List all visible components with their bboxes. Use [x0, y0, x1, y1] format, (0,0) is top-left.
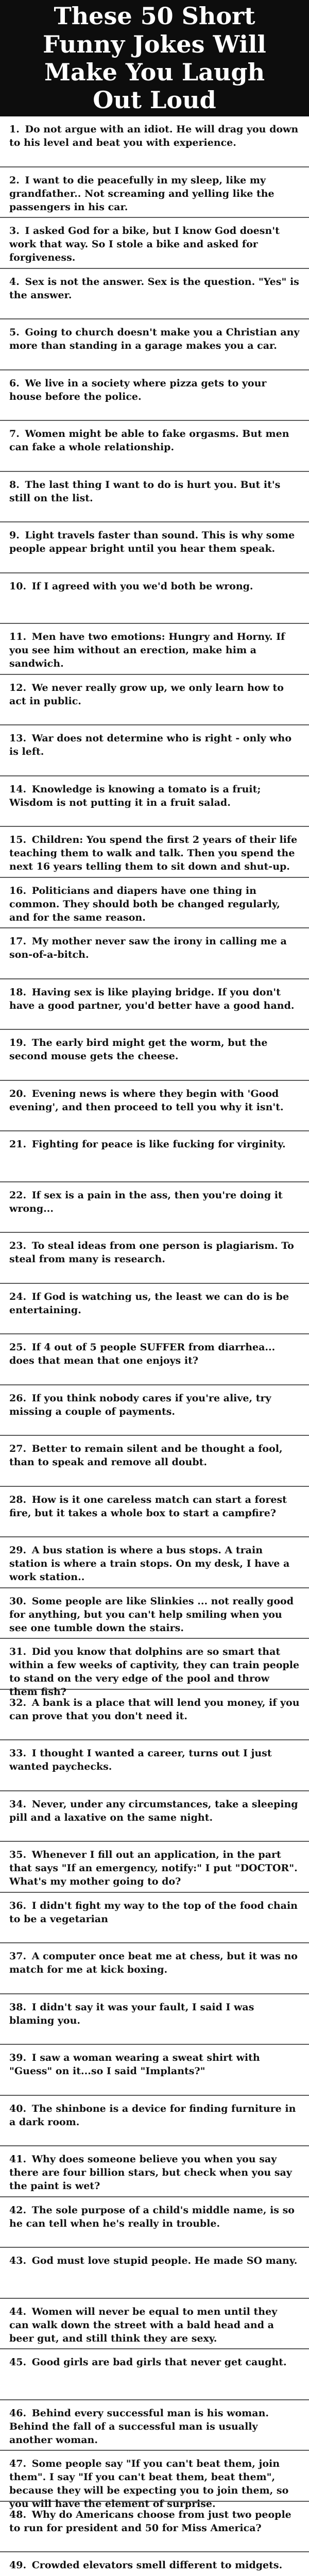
- joke-text: Fighting for peace is like fucking for virginity.: [31, 1139, 286, 1150]
- joke-text: I asked God for a bike, but I know God doesn't work that way. So I stole a bike and asked for forgiveness.: [9, 225, 280, 263]
- joke-text: War does not determine who is right - only who is left.: [9, 733, 292, 757]
- joke-text: A bus station is where a bus stops. A train station is where a train stops. On my desk, I have a work station..: [9, 1545, 290, 1583]
- joke-text: Never, under any circumstances, take a sleeping pill and a laxative on the same night.: [9, 1798, 298, 1823]
- joke-text: Going to church doesn't make you a Christian any more than standing in a garage makes you a car.: [9, 327, 300, 351]
- joke-text: Some people are like Slinkies ... not really good for anything, but you can't help smiling when you see one tumble down the stairs.: [9, 1595, 294, 1634]
- joke-text: Whenever I fill out an application, in the part that says "If an emergency, notify:" I put "DOCTOR". What's my mother going to do?: [9, 1849, 298, 1887]
- joke-number: 36.: [9, 1900, 27, 1911]
- joke-number: 3.: [9, 225, 20, 236]
- joke-item: [0, 1994, 309, 2045]
- joke-number: 7.: [9, 428, 20, 439]
- header-banner: [0, 0, 309, 116]
- joke-text: If I agreed with you we'd both be wrong.: [31, 580, 253, 592]
- joke-number: 29.: [9, 1545, 27, 1556]
- joke-number: 22.: [9, 1189, 27, 1201]
- joke-text: Sex is not the answer. Sex is the question. "Yes" is the answer.: [9, 276, 299, 301]
- joke-item: [0, 878, 309, 929]
- joke-number: 45.: [9, 2357, 27, 2368]
- joke-number: 38.: [9, 2001, 27, 2013]
- joke-item: [0, 421, 309, 472]
- joke-number: 46.: [9, 2407, 27, 2419]
- joke-item: [0, 573, 309, 624]
- joke-text: Children: You spend the first 2 years of their life teaching them to walk and talk. Then you spend the next 16 years telling them to sit down and shut-up.: [9, 834, 298, 872]
- joke-item: [0, 2146, 309, 2197]
- joke-text: Why does someone believe you when you say there are four billion stars, but check when you say the paint is wet?: [9, 2154, 292, 2192]
- joke-number: 32.: [9, 1697, 27, 1708]
- joke-text: Behind every successful man is his woman. Behind the fall of a successful man is usually another woman.: [9, 2407, 269, 2446]
- joke-text: Better to remain silent and be thought a fool, than to speak and remove all doubt.: [9, 1443, 283, 1468]
- joke-text: Evening news is where they begin with 'Good evening', and then proceed to tell you why it isn't.: [9, 1088, 284, 1113]
- joke-number: 15.: [9, 834, 27, 845]
- joke-text: The shinbone is a device for finding furniture in a dark room.: [9, 2103, 296, 2128]
- joke-item: [0, 2299, 309, 2350]
- joke-text: Politicians and diapers have one thing in common. They should both be changed regularly, and for the same reason.: [9, 885, 280, 923]
- joke-number: 26.: [9, 1392, 27, 1404]
- joke-item: [0, 2248, 309, 2299]
- joke-item: [0, 1334, 309, 1385]
- joke-text: Do not argue with an idiot. He will drag you down to his level and beat you with experience.: [9, 124, 299, 148]
- joke-number: 40.: [9, 2103, 27, 2114]
- joke-item: [0, 1639, 309, 1698]
- joke-item: [0, 1842, 309, 1893]
- joke-text: Did you know that dolphins are so smart that within a few weeks of captivity, they can train people to stand on the very edge of the pool and throw them fish?: [9, 1646, 300, 1698]
- joke-number: 27.: [9, 1443, 27, 1454]
- joke-number: 13.: [9, 733, 27, 744]
- joke-number: 33.: [9, 1748, 27, 1759]
- joke-text: Crowded elevators smell different to midgets.: [31, 2560, 283, 2571]
- joke-number: 44.: [9, 2306, 27, 2317]
- joke-item: [0, 675, 309, 726]
- joke-text: If sex is a pain in the ass, then you're doing it wrong...: [9, 1189, 283, 1214]
- joke-item: [0, 2400, 309, 2451]
- joke-text: Light travels faster than sound. This is why some people appear bright until you hear them speak.: [9, 530, 295, 554]
- joke-number: 5.: [9, 327, 20, 338]
- joke-number: 34.: [9, 1798, 27, 1810]
- joke-number: 48.: [9, 2509, 27, 2520]
- joke-number: 24.: [9, 1291, 27, 1302]
- joke-text: Knowledge is knowing a tomato is a fruit; Wisdom is not putting it in a fruit salad.: [9, 783, 261, 808]
- joke-item: [0, 1740, 309, 1791]
- joke-number: 12.: [9, 682, 27, 693]
- joke-item: [0, 1436, 309, 1487]
- joke-text: If you think nobody cares if you're alive, try missing a couple of payments.: [9, 1392, 271, 1417]
- joke-number: 11.: [9, 631, 27, 642]
- joke-number: 41.: [9, 2154, 27, 2165]
- joke-number: 31.: [9, 1646, 27, 1657]
- joke-number: 49.: [9, 2560, 27, 2571]
- joke-number: 39.: [9, 2052, 27, 2063]
- joke-number: 19.: [9, 1037, 27, 1048]
- joke-number: 43.: [9, 2255, 27, 2266]
- joke-text: If God is watching us, the least we can do is be entertaining.: [9, 1291, 289, 1316]
- joke-item: [0, 1081, 309, 1132]
- joke-number: 1.: [9, 124, 20, 135]
- joke-item: [0, 2552, 309, 2576]
- joke-item: [0, 1893, 309, 1944]
- joke-number: 8.: [9, 479, 20, 490]
- joke-item: [0, 2045, 309, 2096]
- joke-item: [0, 2197, 309, 2248]
- joke-item: [0, 827, 309, 878]
- joke-number: 42.: [9, 2204, 27, 2216]
- joke-text: The early bird might get the worm, but the second mouse gets the cheese.: [9, 1037, 268, 1062]
- joke-text: Why do Americans choose from just two people to run for president and 50 for Miss America?: [9, 2509, 291, 2534]
- joke-number: 16.: [9, 885, 27, 896]
- joke-text: We live in a society where pizza gets to your house before the police.: [9, 377, 267, 402]
- joke-text: My mother never saw the irony in calling me a son-of-a-bitch.: [9, 936, 287, 960]
- joke-number: 17.: [9, 936, 27, 947]
- joke-text: We never really grow up, we only learn how to act in public.: [9, 682, 284, 707]
- joke-number: 23.: [9, 1240, 27, 1251]
- joke-text: Some people say "If you can't beat them, join them". I say "If you can't beat them, beat them", because they will be expecting you to join them, so you will have the element of surprise.: [9, 2458, 289, 2510]
- joke-text: God must love stupid people. He made SO many.: [31, 2255, 298, 2266]
- joke-text: I want to die peacefully in my sleep, like my grandfather.. Not screaming and yelling like the passengers in his car.: [9, 174, 274, 213]
- joke-item: [0, 1690, 309, 1741]
- joke-text: If 4 out of 5 people SUFFER from diarrhea... does that mean that one enjoys it?: [9, 1342, 276, 1366]
- joke-item: [0, 1233, 309, 1284]
- joke-item: [0, 319, 309, 370]
- joke-item: [0, 624, 309, 675]
- joke-item: [0, 725, 309, 776]
- joke-item: [0, 1131, 309, 1182]
- joke-number: 6.: [9, 377, 20, 389]
- joke-item: [0, 2096, 309, 2147]
- joke-number: 21.: [9, 1139, 27, 1150]
- joke-item: [0, 370, 309, 421]
- joke-item: [0, 1537, 309, 1588]
- joke-list: [0, 116, 309, 2576]
- joke-text: The sole purpose of a child's middle name, is so he can tell when he's really in trouble.: [9, 2204, 295, 2229]
- joke-text: I didn't say it was your fault, I said I was blaming you.: [9, 2001, 254, 2026]
- joke-item: [0, 1487, 309, 1538]
- joke-text: Women will never be equal to men until they can walk down the street with a bald head and a beer gut, and still think they are sexy.: [9, 2306, 278, 2344]
- joke-text: How is it one careless match can start a forest fire, but it takes a whole box to start a campfire?: [9, 1494, 287, 1519]
- joke-number: 14.: [9, 783, 27, 795]
- joke-text: Good girls are bad girls that never get caught.: [31, 2357, 287, 2368]
- joke-item: [0, 776, 309, 827]
- joke-text: I didn't fight my way to the top of the food chain to be a vegetarian: [9, 1900, 298, 1925]
- joke-item: [0, 1588, 309, 1639]
- joke-number: 18.: [9, 986, 27, 998]
- joke-number: 37.: [9, 1951, 27, 1962]
- page-title: These 50 Short Funny Jokes Will Make You Laugh Out Loud: [43, 2, 266, 114]
- joke-item: [0, 1030, 309, 1081]
- joke-item: [0, 2451, 309, 2510]
- joke-item: [0, 218, 309, 269]
- joke-item: [0, 928, 309, 979]
- joke-number: 4.: [9, 276, 20, 287]
- joke-text: I saw a woman wearing a sweat shirt with "Guess" on it...so I said "Implants?": [9, 2052, 260, 2077]
- joke-text: Women might be able to fake orgasms. But men can fake a whole relationship.: [9, 428, 289, 453]
- joke-item: [0, 116, 309, 167]
- joke-text: A bank is a place that will lend you money, if you can prove that you don't need it.: [9, 1697, 300, 1722]
- joke-item: [0, 1284, 309, 1335]
- joke-item: [0, 1791, 309, 1842]
- joke-text: To steal ideas from one person is plagiarism. To steal from many is research.: [9, 1240, 294, 1265]
- joke-text: The last thing I want to do is hurt you. But it's still on the list.: [9, 479, 281, 504]
- joke-item: [0, 2349, 309, 2400]
- joke-item: [0, 472, 309, 523]
- joke-item: [0, 2502, 309, 2553]
- joke-number: 35.: [9, 1849, 27, 1860]
- joke-number: 28.: [9, 1494, 27, 1505]
- joke-item: [0, 167, 309, 218]
- joke-number: 10.: [9, 580, 27, 592]
- joke-number: 20.: [9, 1088, 27, 1099]
- joke-text: Having sex is like playing bridge. If you don't have a good partner, you'd better have a good hand.: [9, 986, 295, 1011]
- joke-item: [0, 522, 309, 573]
- joke-text: A computer once beat me at chess, but it was no match for me at kick boxing.: [9, 1951, 298, 1975]
- joke-number: 47.: [9, 2458, 27, 2469]
- joke-text: I thought I wanted a career, turns out I just wanted paychecks.: [9, 1748, 272, 1772]
- joke-item: [0, 1182, 309, 1233]
- joke-item: [0, 979, 309, 1030]
- joke-number: 2.: [9, 174, 20, 186]
- joke-item: [0, 1385, 309, 1436]
- joke-number: 30.: [9, 1595, 27, 1607]
- joke-text: Men have two emotions: Hungry and Horny. If you see him without an erection, make him a sandwich.: [9, 631, 285, 669]
- joke-item: [0, 269, 309, 320]
- joke-item: [0, 1943, 309, 1994]
- joke-number: 25.: [9, 1342, 27, 1353]
- joke-number: 9.: [9, 530, 20, 541]
